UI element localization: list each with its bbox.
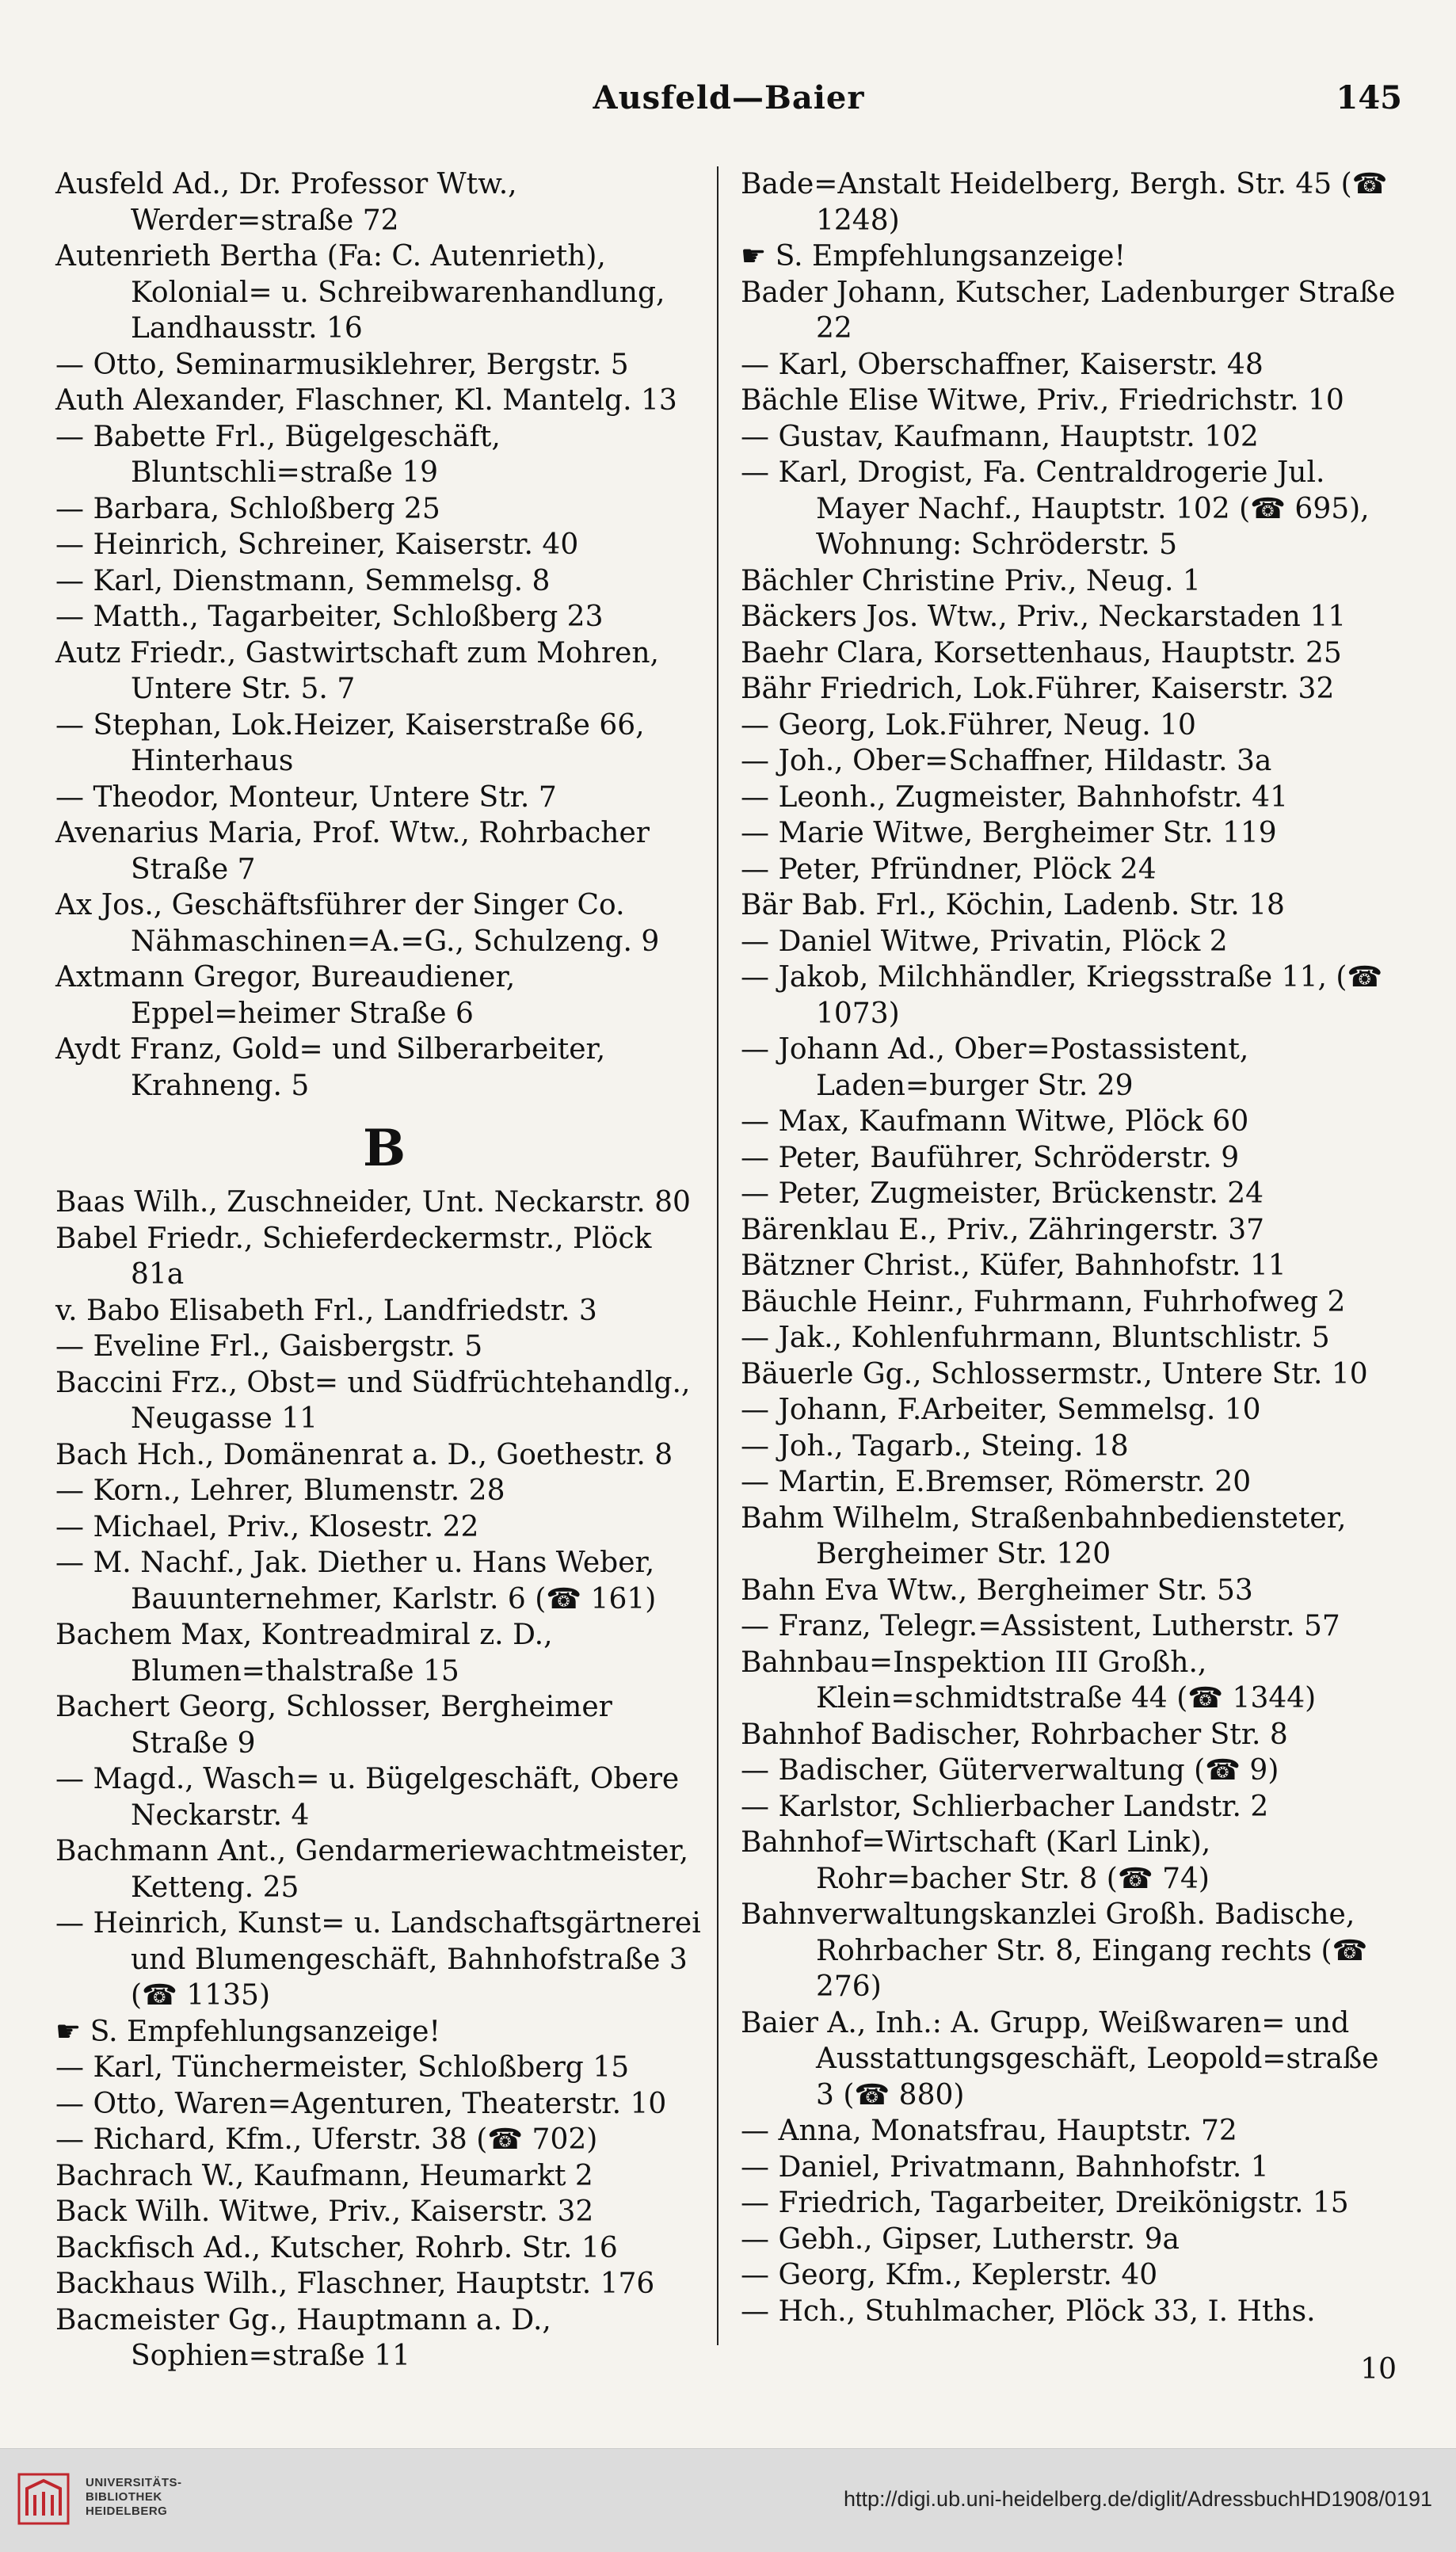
- directory-entry: Baas Wilh., Zuschneider, Unt. Neckarstr. 80: [55, 1186, 691, 1219]
- directory-entry: Baehr Clara, Korsettenhaus, Hauptstr. 25: [741, 636, 1342, 669]
- directory-entry: — Max, Kaufmann Witwe, Plöck 60: [741, 1105, 1249, 1138]
- directory-entry: Bärenklau E., Priv., Zähringerstr. 37: [741, 1213, 1265, 1246]
- directory-entry: — M. Nachf., Jak. Diether u. Hans Weber, Bauunternehmer, Karlstr. 6 (☎ 161): [55, 1547, 657, 1616]
- directory-entry: — Richard, Kfm., Uferstr. 38 (☎ 702): [55, 2123, 598, 2156]
- directory-entry: Bahnhof Badischer, Rohrbacher Str. 8: [741, 1718, 1288, 1751]
- university-library-logo-icon: [16, 2471, 71, 2527]
- directory-entry: Bade=Anstalt Heidelberg, Bergh. Str. 45 (☎ 1248): [741, 168, 1388, 237]
- directory-entry: — Jakob, Milchhändler, Kriegsstraße 11, (☎ 1073): [741, 961, 1383, 1030]
- directory-entry: Back Wilh. Witwe, Priv., Kaiserstr. 32: [55, 2195, 594, 2228]
- directory-entry: — Otto, Waren=Agenturen, Theaterstr. 10: [55, 2087, 667, 2120]
- signature-mark: 10: [1360, 2353, 1397, 2386]
- library-name: [86, 2476, 182, 2519]
- directory-entry: Bätzner Christ., Küfer, Bahnhofstr. 11: [741, 1249, 1286, 1282]
- directory-entry: — Johann, F.Arbeiter, Semmelsg. 10: [741, 1394, 1261, 1426]
- section-letter: B: [362, 1119, 406, 1178]
- directory-entry: — Korn., Lehrer, Blumenstr. 28: [55, 1474, 505, 1507]
- directory-entry: Backhaus Wilh., Flaschner, Hauptstr. 176: [55, 2268, 655, 2300]
- directory-entry: — Georg, Kfm., Keplerstr. 40: [741, 2259, 1158, 2291]
- directory-entry: Baccini Frz., Obst= und Südfrüchtehandlg., Neugasse 11: [55, 1366, 691, 1435]
- directory-entry: — Joh., Tagarb., Steing. 18: [741, 1429, 1129, 1463]
- directory-entry: — Marie Witwe, Bergheimer Str. 119: [741, 817, 1277, 849]
- directory-entry: — Friedrich, Tagarbeiter, Dreikönigstr. 15: [741, 2187, 1349, 2219]
- directory-entry: Bachmann Ant., Gendarmeriewachtmeister, Ketteng. 25: [55, 1835, 689, 1904]
- directory-entry: — Magd., Wasch= u. Bügelgeschäft, Obere Neckarstr. 4: [55, 1763, 680, 1832]
- directory-entry: — Babette Frl., Bügelgeschäft, Bluntschli=straße 19: [55, 420, 501, 489]
- directory-entry: — Peter, Zugmeister, Brückenstr. 24: [741, 1177, 1264, 1210]
- directory-entry: — Eveline Frl., Gaisbergstr. 5: [55, 1330, 483, 1363]
- directory-entry: — Otto, Seminarmusiklehrer, Bergstr. 5: [55, 348, 629, 381]
- page-header: [55, 79, 1402, 127]
- directory-entry: v. Babo Elisabeth Frl., Landfriedstr. 3: [55, 1294, 597, 1327]
- directory-entry: — Gebh., Gipser, Lutherstr. 9a: [741, 2222, 1180, 2256]
- directory-entry: — Theodor, Monteur, Untere Str. 7: [55, 780, 557, 814]
- column-divider: [717, 166, 718, 2345]
- viewer-footer: [0, 2448, 1456, 2552]
- directory-entry: — Peter, Pfründner, Plöck 24: [741, 853, 1157, 886]
- directory-entry: — Franz, Telegr.=Assistent, Lutherstr. 57: [741, 1610, 1340, 1642]
- directory-entry: Bäuchle Heinr., Fuhrmann, Fuhrhofweg 2: [741, 1285, 1346, 1318]
- directory-entry: — Georg, Lok.Führer, Neug. 10: [741, 708, 1196, 742]
- directory-entry: — Peter, Bauführer, Schröderstr. 9: [741, 1141, 1240, 1174]
- directory-entry: — Michael, Priv., Klosestr. 22: [55, 1510, 479, 1543]
- directory-entry: — Hch., Stuhlmacher, Plöck 33, I. Hths.: [741, 2295, 1316, 2328]
- directory-entry: Bahm Wilhelm, Straßenbahnbediensteter, Bergheimer Str. 120: [741, 1501, 1347, 1570]
- directory-entry: Bäckers Jos. Wtw., Priv., Neckarstaden 11: [741, 601, 1347, 633]
- directory-entry: ☛ S. Empfehlungsanzeige!: [741, 240, 1126, 273]
- directory-entry: — Johann Ad., Ober=Postassistent, Laden=burger Str. 29: [741, 1033, 1249, 1102]
- directory-entry: — Karlstor, Schlierbacher Landstr. 2: [741, 1790, 1269, 1823]
- directory-entry: Bähr Friedrich, Lok.Führer, Kaiserstr. 32: [741, 673, 1335, 705]
- directory-entry: — Gustav, Kaufmann, Hauptstr. 102: [741, 420, 1259, 453]
- directory-entry: Bahnbau=Inspektion III Großh., Klein=schmidtstraße 44 (☎ 1344): [741, 1646, 1317, 1715]
- directory-entry: — Daniel, Privatmann, Bahnhofstr. 1: [741, 2150, 1269, 2184]
- directory-entry: Bahnverwaltungskanzlei Großh. Badische, Rohrbacher Str. 8, Eingang rechts (☎ 276): [741, 1898, 1368, 2003]
- right-column: [741, 166, 1398, 2329]
- directory-entry: Autz Friedr., Gastwirtschaft zum Mohren, Untere Str. 5. 7: [55, 636, 659, 705]
- directory-entry: — Martin, E.Bremser, Römerstr. 20: [741, 1466, 1252, 1498]
- directory-entry: Bachert Georg, Schlosser, Bergheimer Straße 9: [55, 1691, 612, 1760]
- directory-entry: Ax Jos., Geschäftsführer der Singer Co. Nähmaschinen=A.=G., Schulzeng. 9: [55, 889, 660, 958]
- directory-entry: Babel Friedr., Schieferdeckermstr., Plöck 81a: [55, 1222, 652, 1291]
- directory-entry: — Stephan, Lok.Heizer, Kaiserstraße 66, Hinterhaus: [55, 708, 645, 777]
- directory-entry: — Jak., Kohlenfuhrmann, Bluntschlistr. 5: [741, 1322, 1330, 1354]
- directory-entry: Bahnhof=Wirtschaft (Karl Link), Rohr=bacher Str. 8 (☎ 74): [741, 1826, 1211, 1895]
- directory-entry: Bader Johann, Kutscher, Ladenburger Straße 22: [741, 276, 1396, 345]
- running-title: Ausfeld—Baier: [593, 79, 865, 116]
- directory-entry: — Anna, Monatsfrau, Hauptstr. 72: [741, 2115, 1237, 2147]
- directory-entry: — Karl, Drogist, Fa. Centraldrogerie Jul. Mayer Nachf., Hauptstr. 102 (☎ 695), Wohnung: Schröderstr. 5: [741, 456, 1370, 561]
- directory-entry: Baier A., Inh.: A. Grupp, Weißwaren= und Ausstattungsgeschäft, Leopold=straße 3 (☎ 880): [741, 2006, 1379, 2111]
- directory-entry: — Joh., Ober=Schaffner, Hildastr. 3a: [741, 745, 1272, 777]
- directory-entry: Bächler Christine Priv., Neug. 1: [741, 564, 1201, 597]
- left-column: [55, 166, 713, 2375]
- directory-entry: Bahn Eva Wtw., Bergheimer Str. 53: [741, 1574, 1253, 1607]
- library-name-line: BIBLIOTHEK: [86, 2490, 162, 2504]
- library-name-line: HEIDELBERG: [86, 2504, 168, 2518]
- directory-entry: Bächle Elise Witwe, Priv., Friedrichstr. 10: [741, 384, 1344, 417]
- directory-entry: — Heinrich, Kunst= u. Landschaftsgärtnerei und Blumengeschäft, Bahnhofstraße 3 (☎ 1135): [55, 1907, 701, 2012]
- directory-entry: Ausfeld Ad., Dr. Professor Wtw., Werder=straße 72: [55, 168, 517, 237]
- directory-entry: Bacmeister Gg., Hauptmann a. D., Sophien=straße 11: [55, 2303, 551, 2372]
- directory-entry: — Karl, Tünchermeister, Schloßberg 15: [55, 2051, 630, 2084]
- directory-entry: — Heinrich, Schreiner, Kaiserstr. 40: [55, 528, 579, 561]
- directory-entry: Axtmann Gregor, Bureaudiener, Eppel=heimer Straße 6: [55, 961, 516, 1030]
- directory-entry: — Matth., Tagarbeiter, Schloßberg 23: [55, 601, 604, 633]
- source-url[interactable]: http://digi.ub.uni-heidelberg.de/diglit/AdressbuchHD1908/0191: [843, 2487, 1432, 2511]
- directory-entry: Autenrieth Bertha (Fa: C. Autenrieth), Kolonial= u. Schreibwarenhandlung, Landhausstr. 16: [55, 240, 665, 345]
- directory-entry: Avenarius Maria, Prof. Wtw., Rohrbacher Straße 7: [55, 817, 650, 886]
- directory-entry: Bach Hch., Domänenrat a. D., Goethestr. 8: [55, 1438, 673, 1471]
- directory-entry: — Karl, Oberschaffner, Kaiserstr. 48: [741, 348, 1264, 381]
- directory-entry: ☛ S. Empfehlungsanzeige!: [55, 2015, 440, 2048]
- directory-entry: Backfisch Ad., Kutscher, Rohrb. Str. 16: [55, 2231, 618, 2264]
- directory-entry: — Karl, Dienstmann, Semmelsg. 8: [55, 564, 551, 597]
- page-number: 145: [1336, 79, 1402, 116]
- directory-entry: Aydt Franz, Gold= und Silberarbeiter, Krahneng. 5: [55, 1033, 606, 1102]
- directory-entry: Bachrach W., Kaufmann, Heumarkt 2: [55, 2159, 593, 2192]
- directory-entry: — Leonh., Zugmeister, Bahnhofstr. 41: [741, 780, 1288, 814]
- directory-entry: Auth Alexander, Flaschner, Kl. Mantelg. 13: [55, 384, 677, 417]
- directory-entry: — Badischer, Güterverwaltung (☎ 9): [741, 1754, 1279, 1787]
- directory-entry: Bäuerle Gg., Schlossermstr., Untere Str. 10: [741, 1357, 1368, 1390]
- directory-entry: — Daniel Witwe, Privatin, Plöck 2: [741, 925, 1228, 958]
- library-name-line: UNIVERSITÄTS-: [86, 2476, 182, 2489]
- directory-entry: Bär Bab. Frl., Köchin, Ladenb. Str. 18: [741, 889, 1285, 921]
- directory-entry: Bachem Max, Kontreadmiral z. D., Blumen=thalstraße 15: [55, 1619, 553, 1688]
- directory-entry: — Barbara, Schloßberg 25: [55, 492, 440, 525]
